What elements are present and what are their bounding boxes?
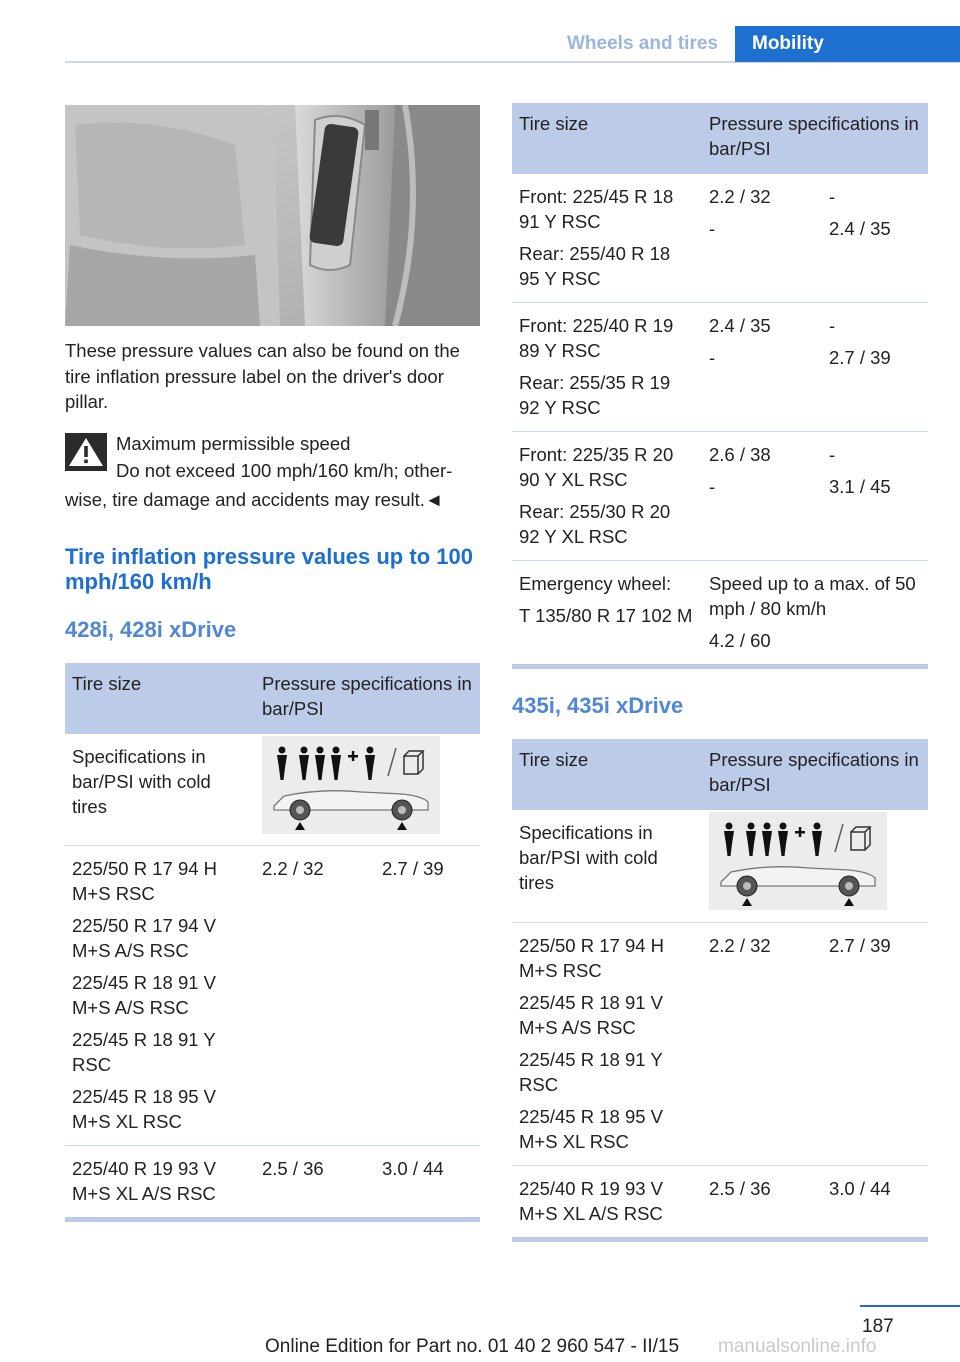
page-header [0, 0, 960, 64]
tire-size: 225/50 R 17 94 H M+S RSC [519, 934, 665, 981]
pressure-value: - [709, 218, 716, 239]
emergency-wheel-spec-cell [702, 561, 928, 665]
pressure-value: 2.6 / 38 [709, 444, 771, 465]
pressure-cell [702, 174, 822, 303]
page-number: 187 [862, 1316, 894, 1337]
pressure-value: - [829, 186, 836, 207]
pressure-table-staggered [512, 103, 928, 669]
footer-rule [860, 1305, 960, 1307]
section-heading: Tire inflation pressure values up to 100 mph/160 km/h [65, 543, 473, 594]
tire-size: 225/45 R 18 91 Y RSC [72, 1029, 216, 1075]
table-row [512, 1165, 928, 1237]
tire-size: 225/45 R 18 95 V M+S XL RSC [519, 1105, 663, 1152]
pressure-cell [822, 174, 928, 303]
load-pictogram [255, 734, 480, 846]
model-heading-428i: 428i, 428i xDrive [65, 616, 237, 642]
col-header-pressure: Pressure specifications in bar/PSI [255, 663, 480, 734]
col-header-tire-size: Tire size [512, 739, 702, 810]
chapter-tab: Mobility [735, 26, 960, 62]
tire-sizes-cell [512, 303, 702, 432]
table-end-rule [65, 1217, 480, 1222]
pressure-value: 2.5 / 36 [709, 1177, 771, 1199]
section-title: Wheels and tires [567, 33, 718, 54]
tire-size: 225/45 R 18 95 V M+S XL RSC [72, 1086, 216, 1132]
table-row [512, 432, 928, 561]
pressure-value: 2.7 / 39 [829, 347, 891, 368]
car-load-pictogram-icon [262, 736, 440, 834]
pressure-value: 2.2 / 32 [702, 922, 822, 1165]
tire-sizes-cell [65, 1146, 255, 1218]
tire-sizes-cell [65, 846, 255, 1146]
front-tire-size: Front: 225/45 R 18 91 Y RSC [519, 186, 674, 232]
tire-size: 225/50 R 17 94 V M+S A/S RSC [72, 915, 216, 961]
rear-tire-size: Rear: 255/30 R 20 92 Y XL RSC [519, 501, 671, 547]
pressure-value: 2.5 / 36 [262, 1158, 324, 1179]
warning-block [65, 431, 480, 514]
rear-tire-size: Rear: 255/40 R 18 95 Y RSC [519, 243, 671, 289]
pressure-table-435i [512, 739, 928, 1242]
pressure-cell [702, 432, 822, 561]
pressure-value: 2.7 / 39 [822, 922, 928, 1165]
pressure-value: 3.1 / 45 [829, 476, 891, 497]
tire-size: 225/45 R 18 91 V M+S A/S RSC [519, 991, 663, 1038]
pressure-cell [822, 303, 928, 432]
table-end-rule [512, 1237, 928, 1242]
table-row [512, 561, 928, 665]
left-column [65, 338, 480, 1222]
warning-triangle-icon [65, 433, 107, 471]
pressure-value: - [709, 347, 716, 368]
table-row [512, 303, 928, 432]
table-row [65, 846, 480, 1146]
col-header-tire-size: Tire size [512, 103, 702, 174]
spec-label: Specifications in bar/PSI with cold tires [65, 734, 255, 846]
tire-size: 225/45 R 18 91 Y RSC [519, 1048, 663, 1095]
front-tire-size: Front: 225/40 R 19 89 Y RSC [519, 315, 674, 361]
emergency-wheel-size: T 135/80 R 17 102 M [519, 605, 693, 626]
col-header-tire-size: Tire size [65, 663, 255, 734]
intro-paragraph: These pressure values can also be found on the tire inflation pressure label on the driver's door pillar. [65, 340, 460, 412]
pressure-value: 2.2 / 32 [709, 186, 771, 207]
table-row [512, 922, 928, 1165]
tire-size: 225/40 R 19 93 V M+S XL A/S RSC [72, 1158, 216, 1204]
pressure-cell [822, 432, 928, 561]
edition-note: Online Edition for Part no. 01 40 2 960 547 - II/15 [265, 1336, 680, 1357]
tire-size: 225/45 R 18 91 V M+S A/S RSC [72, 972, 216, 1018]
emergency-wheel-label: Emergency wheel: [519, 573, 672, 594]
pressure-table-428i [65, 663, 480, 1223]
warning-title: Maximum permissible speed [116, 432, 351, 454]
pressure-value: 2.2 / 32 [255, 846, 375, 1146]
warning-body: Do not exceed 100 mph/160 km/h; otherwise, tire damage and accidents may result.◄ [65, 459, 453, 510]
tire-sizes-cell [512, 922, 702, 1165]
table-end-rule [512, 664, 928, 669]
table-row [512, 174, 928, 303]
front-tire-size: Front: 225/35 R 20 90 Y XL RSC [519, 444, 674, 490]
emergency-pressure: 4.2 / 60 [709, 630, 771, 651]
table-row [512, 810, 928, 922]
table-row [65, 734, 480, 846]
col-header-pressure: Pressure specifications in bar/PSI [702, 739, 928, 810]
pressure-value: - [829, 315, 836, 336]
tire-sizes-cell [512, 174, 702, 303]
pressure-value: 2.4 / 35 [829, 218, 891, 239]
tire-sizes-cell [512, 432, 702, 561]
pressure-value: - [709, 476, 716, 497]
table-row [65, 1146, 480, 1218]
tire-sizes-cell [512, 1165, 702, 1237]
pressure-value: - [829, 444, 836, 465]
car-load-pictogram-icon [709, 812, 887, 910]
spec-label: Specifications in bar/PSI with cold tires [512, 810, 702, 922]
right-column [512, 103, 928, 1242]
pressure-value: 2.4 / 35 [709, 315, 771, 336]
load-pictogram [702, 810, 928, 922]
watermark: manualsonline.info [718, 1336, 877, 1357]
pressure-value: 3.0 / 44 [382, 1158, 444, 1179]
tire-size: 225/40 R 19 93 V M+S XL A/S RSC [519, 1177, 663, 1224]
door-pillar-photo [65, 105, 480, 326]
emergency-wheel-cell [512, 561, 702, 665]
model-heading-435i: 435i, 435i xDrive [512, 693, 684, 718]
pressure-value: 2.7 / 39 [375, 846, 480, 1146]
col-header-pressure: Pressure specifications in bar/PSI [702, 103, 928, 174]
emergency-speed-limit: Speed up to a max. of 50 mph / 80 km/h [709, 573, 916, 619]
rear-tire-size: Rear: 255/35 R 19 92 Y RSC [519, 372, 671, 418]
tire-size: 225/50 R 17 94 H M+S RSC [72, 858, 218, 904]
pressure-cell [702, 303, 822, 432]
pressure-value: 3.0 / 44 [829, 1177, 891, 1199]
